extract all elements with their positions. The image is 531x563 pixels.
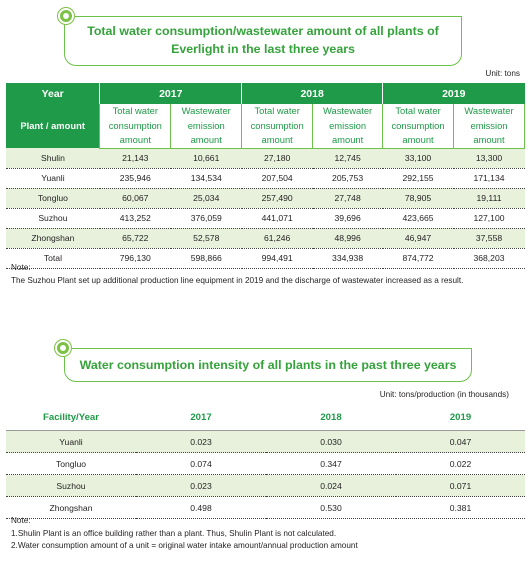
header-year: Year [41, 87, 64, 100]
col-waste-l1: Wastewater [464, 105, 514, 116]
col-total-l3: amount [261, 134, 293, 145]
col-total-l3: amount [402, 134, 434, 145]
col-waste-l2: emission [329, 119, 367, 131]
table-cell: 0.074 [136, 453, 266, 475]
water-consumption-table [6, 83, 525, 269]
table-cell: 46,947 [383, 228, 454, 248]
header-2018: 2018 [266, 404, 396, 431]
col-total-l1: Total water [112, 105, 158, 116]
table-cell: 25,034 [171, 188, 242, 208]
table-cell: 0.071 [396, 475, 525, 497]
table-row [6, 228, 525, 248]
table-cell: 21,143 [100, 148, 171, 168]
section2-note [11, 515, 521, 553]
table-cell: 796,130 [100, 248, 171, 268]
table-cell: 257,490 [242, 188, 313, 208]
year-2017: 2017 [100, 83, 242, 104]
header-2019: 2019 [396, 404, 525, 431]
facility-name: Tongluo [6, 453, 136, 475]
section2-title-box [64, 348, 472, 382]
year-2018: 2018 [242, 83, 383, 104]
table-cell: 33,100 [383, 148, 454, 168]
table-cell: 441,071 [242, 208, 313, 228]
table-row [6, 188, 525, 208]
table-cell: 205,753 [313, 168, 383, 188]
location-pin-icon [55, 340, 71, 356]
table-cell: 127,100 [454, 208, 525, 228]
table-cell: 48,996 [313, 228, 383, 248]
col-total-l1: Total water [395, 105, 441, 116]
table-cell: 78,905 [383, 188, 454, 208]
table-cell: 994,491 [242, 248, 313, 268]
facility-name: Yuanli [6, 431, 136, 453]
table-cell: 598,866 [171, 248, 242, 268]
table-cell: 27,748 [313, 188, 383, 208]
table-cell: 19,111 [454, 188, 525, 208]
table-cell: 52,578 [171, 228, 242, 248]
table-row [6, 148, 525, 168]
table-cell: 0.498 [136, 497, 266, 519]
col-waste-l2: emission [470, 119, 508, 131]
table-cell: 423,665 [383, 208, 454, 228]
table-cell: 10,661 [171, 148, 242, 168]
col-waste-l1: Wastewater [323, 105, 373, 116]
facility-name: Suzhou [6, 475, 136, 497]
section2-note-1: 1.Shulin Plant is an office building rather than a plant. Thus, Shulin Plant is not calculated. [11, 528, 337, 538]
header-plant-amount: Plant / amount [6, 104, 100, 148]
col-waste-l1: Wastewater [181, 105, 231, 116]
table-cell: 37,558 [454, 228, 525, 248]
table-cell: 65,722 [100, 228, 171, 248]
header-facility-year: Facility/Year [6, 404, 136, 431]
col-waste-l3: amount [473, 134, 505, 145]
table-cell: 134,534 [171, 168, 242, 188]
table-cell: 12,745 [313, 148, 383, 168]
col-waste-l3: amount [331, 134, 364, 145]
table-cell: 13,300 [454, 148, 525, 168]
table-cell: 334,938 [313, 248, 383, 268]
table-row [6, 431, 525, 453]
table-row [6, 453, 525, 475]
section1-unit: Unit: tons [485, 69, 520, 78]
col-waste-2019 [454, 104, 525, 148]
table-cell: 376,059 [171, 208, 242, 228]
table-cell: 171,134 [454, 168, 525, 188]
location-pin-icon [58, 8, 74, 24]
plant-name: Zhongshan [6, 228, 100, 248]
section1-title-box [64, 16, 462, 66]
table-cell: 368,203 [454, 248, 525, 268]
table-cell: 874,772 [383, 248, 454, 268]
col-waste-l3: amount [190, 134, 222, 145]
table-cell: 0.381 [396, 497, 525, 519]
table-cell: 0.530 [266, 497, 396, 519]
table-cell: 27,180 [242, 148, 313, 168]
table-cell: 413,252 [100, 208, 171, 228]
col-total-l3: amount [119, 134, 151, 145]
section2-note-label: Note: [11, 516, 31, 525]
table-cell: 235,946 [100, 168, 171, 188]
col-total-l2: consumption [108, 119, 162, 131]
water-intensity-table [6, 404, 525, 519]
plant-name: Suzhou [6, 208, 100, 228]
col-waste-l2: emission [187, 119, 225, 131]
table-row [6, 168, 525, 188]
plant-name: Tongluo [6, 188, 100, 208]
section1-note-text: The Suzhou Plant set up additional production line equipment in 2019 and the discharge of wastewater increased as a result. [11, 275, 464, 285]
section2-title: Water consumption intensity of all plants in the past three years [79, 358, 457, 372]
table-row [6, 208, 525, 228]
table-cell: 0.024 [266, 475, 396, 497]
table-cell: 292,155 [383, 168, 454, 188]
section1-note [11, 262, 521, 287]
year-2019: 2019 [383, 83, 525, 104]
facility-name: Zhongshan [6, 497, 136, 519]
plant-name: Yuanli [6, 168, 100, 188]
table-cell: 0.030 [266, 431, 396, 453]
col-total-2018 [242, 104, 313, 148]
table-row [6, 475, 525, 497]
col-total-2019 [383, 104, 454, 148]
table-cell: 0.047 [396, 431, 525, 453]
col-waste-2018 [313, 104, 383, 148]
table-cell: 207,504 [242, 168, 313, 188]
col-waste-2017 [171, 104, 242, 148]
section2-note-2: 2.Water consumption amount of a unit = original water intake amount/annual production amount [11, 541, 358, 550]
section1-title-line2: Everlight in the last three years [171, 42, 355, 56]
col-total-l2: consumption [250, 119, 304, 131]
plant-name: Shulin [6, 148, 100, 168]
table-cell: 0.347 [266, 453, 396, 475]
table-cell: 0.023 [136, 475, 266, 497]
header-2017: 2017 [136, 404, 266, 431]
table-cell: 39,696 [313, 208, 383, 228]
col-total-l2: consumption [391, 119, 445, 131]
col-total-l1: Total water [254, 105, 300, 116]
plant-name: Total [6, 248, 100, 268]
col-total-2017 [100, 104, 171, 148]
section2-unit: Unit: tons/production (in thousands) [379, 390, 509, 399]
table-cell: 0.023 [136, 431, 266, 453]
section1-note-label: Note: [11, 263, 31, 272]
table-cell: 60,067 [100, 188, 171, 208]
table-cell: 61,246 [242, 228, 313, 248]
section1-title-line1: Total water consumption/wastewater amount of all plants of [87, 24, 439, 38]
table-cell: 0.022 [396, 453, 525, 475]
